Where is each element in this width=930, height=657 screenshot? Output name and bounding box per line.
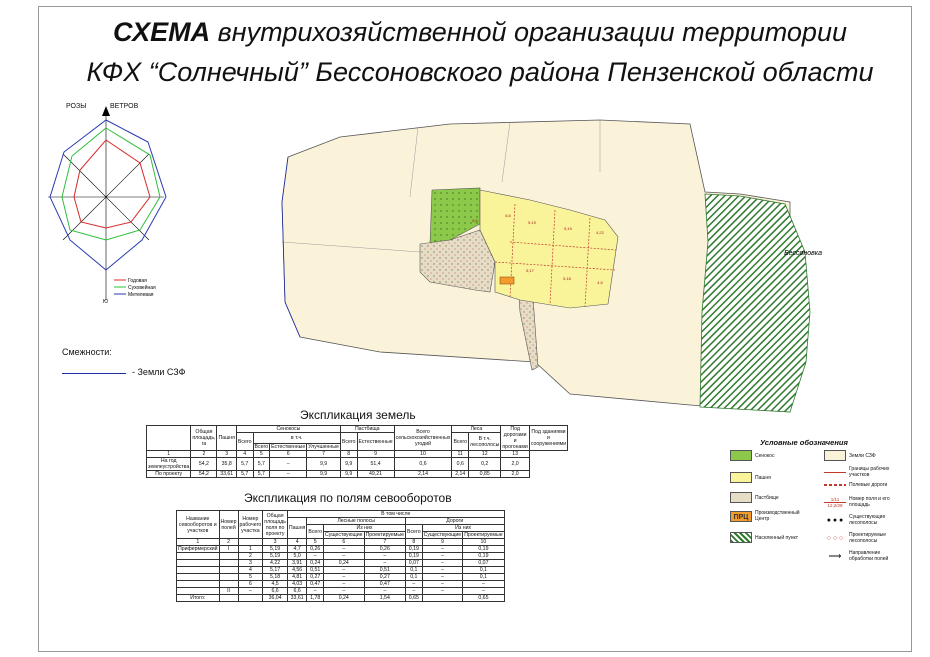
rot-col-number: 4 bbox=[287, 539, 306, 546]
rotation-cell: 4,7 bbox=[287, 546, 306, 553]
land-cell: 9,9 bbox=[340, 471, 357, 478]
land-cell: 49,21 bbox=[357, 471, 394, 478]
rotation-cell: 5,17 bbox=[263, 567, 288, 574]
rotation-cell: 0,47 bbox=[307, 581, 324, 588]
rotation-cell: – bbox=[323, 581, 364, 588]
rotation-cell bbox=[219, 553, 238, 560]
land-row-name: По проекту bbox=[147, 471, 191, 478]
title-line-2: КФХ “Солнечный” Бессоновского района Пензенской области bbox=[86, 57, 874, 87]
land-th-pasture: Пастбища bbox=[340, 426, 394, 433]
adjacency-title: Смежности: bbox=[62, 347, 112, 357]
land-th-natural: Естественные bbox=[271, 444, 306, 450]
rot-th-ofwhich: В том числе bbox=[287, 511, 504, 518]
rotation-cell: 0,47 bbox=[364, 581, 405, 588]
field-label: 5,17 bbox=[526, 268, 534, 273]
rotation-cell: – bbox=[364, 588, 405, 595]
field-label: 4,22 bbox=[596, 230, 604, 235]
land-table-title: Экспликация земель bbox=[300, 408, 416, 422]
territory-map bbox=[270, 112, 830, 417]
rotation-cell bbox=[177, 567, 220, 574]
rotation-cell: – bbox=[422, 574, 463, 581]
land-cell: 5,7 bbox=[253, 458, 270, 471]
land-cell: 0,85 bbox=[469, 471, 501, 478]
rot-th-field: Номер рабочего участка bbox=[238, 511, 263, 539]
rotation-cell: – bbox=[406, 588, 423, 595]
rotation-cell: 1 bbox=[238, 546, 263, 553]
rotation-cell: 0,51 bbox=[307, 567, 324, 574]
rotation-cell: 0,65 bbox=[463, 595, 504, 602]
rotation-cell: – bbox=[422, 567, 463, 574]
rot-th-arable: Пашня bbox=[287, 518, 306, 539]
land-cell: 9,9 bbox=[307, 458, 341, 471]
land-cell: 5,7 bbox=[236, 458, 253, 471]
rotation-row bbox=[177, 546, 505, 553]
rotation-cell: 4,56 bbox=[287, 567, 306, 574]
land-col-number: 2 bbox=[191, 451, 217, 458]
rotation-cell: 0,07 bbox=[406, 560, 423, 567]
rotation-cell: 6,6 bbox=[287, 588, 306, 595]
wind-rose-label-right: ВЕТРОВ bbox=[110, 103, 139, 110]
rotation-cell: 0,51 bbox=[364, 567, 405, 574]
rot-col-number: 2 bbox=[219, 539, 238, 546]
rot-th-name: Название севооборотов и участков bbox=[177, 511, 220, 539]
land-th-natural: Естественные bbox=[357, 433, 394, 451]
rotation-cell bbox=[219, 595, 238, 602]
rotation-cell: 0,26 bbox=[364, 546, 405, 553]
land-col-number: 12 bbox=[469, 451, 501, 458]
land-cell: 2,0 bbox=[501, 458, 529, 471]
legend-item-pasture: Пастбище bbox=[730, 492, 779, 503]
field-label: 4,5 bbox=[597, 280, 603, 285]
rotation-row bbox=[177, 553, 505, 560]
direction-arrow-icon: ⟶ bbox=[828, 550, 842, 561]
rotation-cell: 0,24 bbox=[307, 560, 324, 567]
land-col-number: 3 bbox=[217, 451, 236, 458]
land-th-ag: Всего сельскохозяйственных угодий bbox=[394, 426, 452, 451]
rot-th-roads: Дороги bbox=[406, 518, 505, 525]
rotation-cell: – bbox=[323, 574, 364, 581]
rotation-cell: – bbox=[364, 560, 405, 567]
land-row-name: На год землеустройства bbox=[148, 458, 190, 470]
rotation-cell: I bbox=[219, 546, 238, 553]
land-th-all: Всего bbox=[254, 444, 269, 450]
rot-col-number: 9 bbox=[422, 539, 463, 546]
land-th-all: Всего bbox=[340, 433, 357, 451]
rotation-cell: – bbox=[238, 588, 263, 595]
rot-col-number: 10 bbox=[463, 539, 504, 546]
legend-dry: Суховейная bbox=[128, 285, 156, 291]
prc-center bbox=[500, 277, 514, 284]
arable-swatch bbox=[730, 472, 752, 483]
rotation-row bbox=[177, 560, 505, 567]
land-col-number: 5 bbox=[253, 451, 270, 458]
rotation-cell: – bbox=[463, 581, 504, 588]
rotation-cell: – bbox=[422, 553, 463, 560]
legend-snow: Метелевая bbox=[128, 292, 154, 298]
rot-th-from: Из них bbox=[422, 525, 504, 532]
legend-title: Условные обозначения bbox=[760, 438, 848, 447]
land-cell: – bbox=[270, 458, 307, 471]
rot-th-planned: Проектируемые bbox=[365, 532, 404, 538]
rotation-cell: 6 bbox=[238, 581, 263, 588]
land-cell: 2,14 bbox=[452, 471, 469, 478]
rotation-cell: 5,0 bbox=[287, 553, 306, 560]
adjacency-item: - Земли СЗФ bbox=[132, 367, 186, 377]
rotation-cell bbox=[238, 595, 263, 602]
planned-strips-swatch: ○ ○ ○ bbox=[826, 534, 844, 542]
rotation-cell: 1,54 bbox=[364, 595, 405, 602]
legend-item-existing-strips: ● ● ● Существующие лесополосы bbox=[824, 514, 897, 526]
rot-th-total: Общая площадь поля по проекту bbox=[264, 512, 286, 537]
land-col-number: 8 bbox=[340, 451, 357, 458]
legend-item-hay: Сенокос bbox=[730, 450, 774, 461]
land-cell: 54,2 bbox=[191, 458, 217, 471]
fieldno-swatch: 1/11 12,2/28 bbox=[824, 497, 846, 508]
rotation-cell bbox=[177, 560, 220, 567]
rotation-cell bbox=[219, 574, 238, 581]
land-cell: 54,2 bbox=[191, 471, 217, 478]
rotation-cell: Итого: bbox=[177, 595, 220, 602]
land-col-number: 10 bbox=[394, 451, 452, 458]
land-th-improved: Улучшенные bbox=[308, 444, 339, 450]
rotation-cell: 0,26 bbox=[307, 546, 324, 553]
rotation-cell bbox=[219, 567, 238, 574]
land-row bbox=[147, 458, 568, 471]
land-th-forest: Леса bbox=[452, 426, 501, 433]
rotation-cell: 5 bbox=[238, 574, 263, 581]
rotation-cell: 0,19 bbox=[463, 546, 504, 553]
roads-swatch bbox=[824, 484, 846, 485]
land-th-all: Всего bbox=[452, 433, 469, 451]
land-th-forest-sub: В т.ч. лесополосы bbox=[469, 433, 501, 451]
rotation-row bbox=[177, 581, 505, 588]
rot-th-planned: Проектируемые bbox=[464, 532, 503, 538]
rotation-cell: 4 bbox=[238, 567, 263, 574]
land-cell: 0,6 bbox=[452, 458, 469, 471]
rot-th-all: Всего bbox=[406, 525, 423, 539]
rotation-table bbox=[176, 510, 505, 602]
sez-swatch bbox=[824, 450, 846, 461]
rotation-cell: – bbox=[364, 553, 405, 560]
field-label: 5,19 bbox=[528, 220, 536, 225]
rotation-cell: 4,5 bbox=[263, 581, 288, 588]
land-cell: 0,6 bbox=[394, 458, 452, 471]
rotation-cell: 0,19 bbox=[463, 553, 504, 560]
land-col-number: 13 bbox=[501, 451, 529, 458]
rotation-cell: 36,04 bbox=[263, 595, 288, 602]
rot-col-number: 8 bbox=[406, 539, 423, 546]
rotation-row bbox=[177, 567, 505, 574]
north-arrow bbox=[102, 106, 110, 116]
rotation-cell bbox=[219, 581, 238, 588]
field-label: 5,19 bbox=[564, 226, 572, 231]
land-th-total: Общая площадь, га bbox=[191, 426, 217, 451]
south-letter: Ю bbox=[103, 299, 109, 305]
land-th-arable: Пашня bbox=[217, 426, 236, 451]
rotation-row bbox=[177, 588, 505, 595]
rotation-cell: – bbox=[323, 588, 364, 595]
rotation-cell: 3,91 bbox=[287, 560, 306, 567]
legend-item-sez: Земли СЗФ bbox=[824, 450, 876, 461]
rotation-cell: 0,1 bbox=[406, 567, 423, 574]
rot-th-all: Всего bbox=[307, 525, 324, 539]
map-legend bbox=[728, 434, 904, 584]
land-th-buildings: Под зданиями и сооружениями bbox=[529, 426, 567, 451]
wind-rose-annual bbox=[74, 140, 150, 228]
rotation-cell: 0,24 bbox=[323, 595, 364, 602]
land-col-number: 6 bbox=[270, 451, 307, 458]
land-cell: 33,61 bbox=[217, 471, 236, 478]
rot-th-existing: Существующие bbox=[423, 532, 462, 538]
land-cell: 0,2 bbox=[469, 458, 501, 471]
rotation-cell: – bbox=[323, 567, 364, 574]
land-cell: 9,9 bbox=[340, 458, 357, 471]
rotation-number-row bbox=[177, 539, 505, 546]
rotation-cell: – bbox=[422, 560, 463, 567]
rotation-cell: 5,18 bbox=[263, 574, 288, 581]
bounds-swatch bbox=[824, 467, 846, 478]
rotation-cell: – bbox=[422, 546, 463, 553]
field-label: 5,6 bbox=[472, 218, 478, 223]
field-label: 6,6 bbox=[505, 213, 511, 218]
rot-th-from: Из них bbox=[323, 525, 405, 532]
land-cell: 35,8 bbox=[217, 458, 236, 471]
rotation-cell: 1,78 bbox=[307, 595, 324, 602]
rotation-cell: 0,27 bbox=[307, 574, 324, 581]
rotation-cell: – bbox=[323, 553, 364, 560]
legend-item-bounds: Границы рабочих участков bbox=[824, 466, 897, 478]
rotation-cell: 0,1 bbox=[463, 574, 504, 581]
rotation-cell: 5,19 bbox=[263, 546, 288, 553]
rotation-cell: 0,27 bbox=[364, 574, 405, 581]
rot-col-number: 3 bbox=[263, 539, 288, 546]
land-cell: 51,4 bbox=[357, 458, 394, 471]
land-cell: 9,9 bbox=[307, 471, 341, 478]
rot-col-number bbox=[238, 539, 263, 546]
land-cell: 2,0 bbox=[501, 471, 529, 478]
rotation-cell: – bbox=[422, 588, 463, 595]
rot-th-forest: Лесные полосы bbox=[307, 518, 406, 525]
existing-strips-swatch: ● ● ● bbox=[826, 516, 844, 524]
rotation-cell: – bbox=[323, 546, 364, 553]
land-col-number: 9 bbox=[357, 451, 394, 458]
field-label: 5,18 bbox=[563, 276, 571, 281]
settlement-label: Бессоновка bbox=[784, 250, 822, 257]
rotation-cell bbox=[177, 553, 220, 560]
rotation-cell: 3 bbox=[238, 560, 263, 567]
rotation-row bbox=[177, 595, 505, 602]
land-cell: 2,14 bbox=[394, 471, 452, 478]
rotation-cell bbox=[177, 574, 220, 581]
legend-item-prc: ПРЦ Производственный Центр bbox=[730, 510, 801, 522]
land-th-all: Всего bbox=[236, 433, 253, 451]
hay-swatch bbox=[730, 450, 752, 461]
rotation-cell: 33,61 bbox=[287, 595, 306, 602]
rotation-table-title: Экспликация по полям севооборотов bbox=[244, 491, 452, 505]
adjacency-line bbox=[62, 373, 126, 374]
rotation-cell: 4,81 bbox=[287, 574, 306, 581]
rotation-cell: 0,24 bbox=[323, 560, 364, 567]
rotation-cell: – bbox=[406, 581, 423, 588]
rotation-cell: 0,19 bbox=[406, 546, 423, 553]
rotation-cell: 0,07 bbox=[463, 560, 504, 567]
rot-col-number: 7 bbox=[364, 539, 405, 546]
rot-col-number: 5 bbox=[307, 539, 324, 546]
rotation-cell: 2 bbox=[238, 553, 263, 560]
rotation-cell: 4,22 bbox=[263, 560, 288, 567]
prc-badge: ПРЦ bbox=[730, 511, 752, 522]
land-col-number: 11 bbox=[452, 451, 469, 458]
land-th-inthat: в т.ч. bbox=[253, 433, 340, 444]
rotation-cell bbox=[422, 595, 463, 602]
rotation-cell: 5,19 bbox=[263, 553, 288, 560]
rotation-cell: 0,1 bbox=[406, 574, 423, 581]
legend-item-planned-strips: ○ ○ ○ Проектируемые лесополосы bbox=[824, 532, 897, 544]
rotation-cell: II bbox=[219, 588, 238, 595]
rotation-cell: 0,1 bbox=[463, 567, 504, 574]
title-line-1: СХЕМА внутрихозяйственной организации территории bbox=[113, 17, 847, 47]
settlement-bessonovka bbox=[700, 194, 810, 412]
rotation-cell: – bbox=[463, 588, 504, 595]
pasture-swatch bbox=[730, 492, 752, 503]
land-number-row bbox=[147, 451, 568, 458]
land-table bbox=[146, 425, 568, 478]
rotation-cell bbox=[177, 581, 220, 588]
rotation-cell: 0,65 bbox=[406, 595, 423, 602]
land-cell: – bbox=[270, 471, 307, 478]
legend-item-arable: Пашня bbox=[730, 472, 771, 483]
rotation-cell: 4,03 bbox=[287, 581, 306, 588]
land-cell: 5,7 bbox=[236, 471, 253, 478]
land-th-roads: Под дорогами и прогонами bbox=[502, 426, 528, 450]
rot-col-number: 1 bbox=[177, 539, 220, 546]
land-col-number: 4 bbox=[236, 451, 253, 458]
rot-th-existing: Существующие bbox=[324, 532, 363, 538]
wind-rose-diagram bbox=[40, 100, 180, 310]
legend-item-fieldno: 1/11 12,2/28 Номер поля и его площадь bbox=[824, 496, 897, 508]
land-col-number: 1 bbox=[147, 451, 191, 458]
rotation-cell: 0,19 bbox=[406, 553, 423, 560]
rotation-cell bbox=[177, 588, 220, 595]
rotation-row bbox=[177, 574, 505, 581]
land-row bbox=[147, 471, 568, 478]
rot-col-number: 6 bbox=[323, 539, 364, 546]
legend-item-settlement: Населенный пункт bbox=[730, 532, 798, 543]
rotation-cell: – bbox=[422, 581, 463, 588]
wind-rose-label-left: РОЗЫ bbox=[66, 103, 87, 110]
land-cell: 5,7 bbox=[253, 471, 270, 478]
rot-th-rot: Номер полей bbox=[219, 511, 238, 539]
land-th-hay: Сенокосы bbox=[236, 426, 340, 433]
rotation-cell: – bbox=[307, 588, 324, 595]
legend-item-roads: Полевые дороги bbox=[824, 482, 887, 488]
legend-annual: Годовая bbox=[128, 278, 147, 284]
settlement-swatch bbox=[730, 532, 752, 543]
rotation-cell bbox=[219, 560, 238, 567]
legend-item-direction: ⟶ Направление обработки полей bbox=[824, 550, 897, 562]
land-col-number: 7 bbox=[307, 451, 341, 458]
rotation-cell: – bbox=[307, 553, 324, 560]
rotation-cell: Прифермерский bbox=[178, 546, 218, 552]
rotation-cell: 6,6 bbox=[263, 588, 288, 595]
